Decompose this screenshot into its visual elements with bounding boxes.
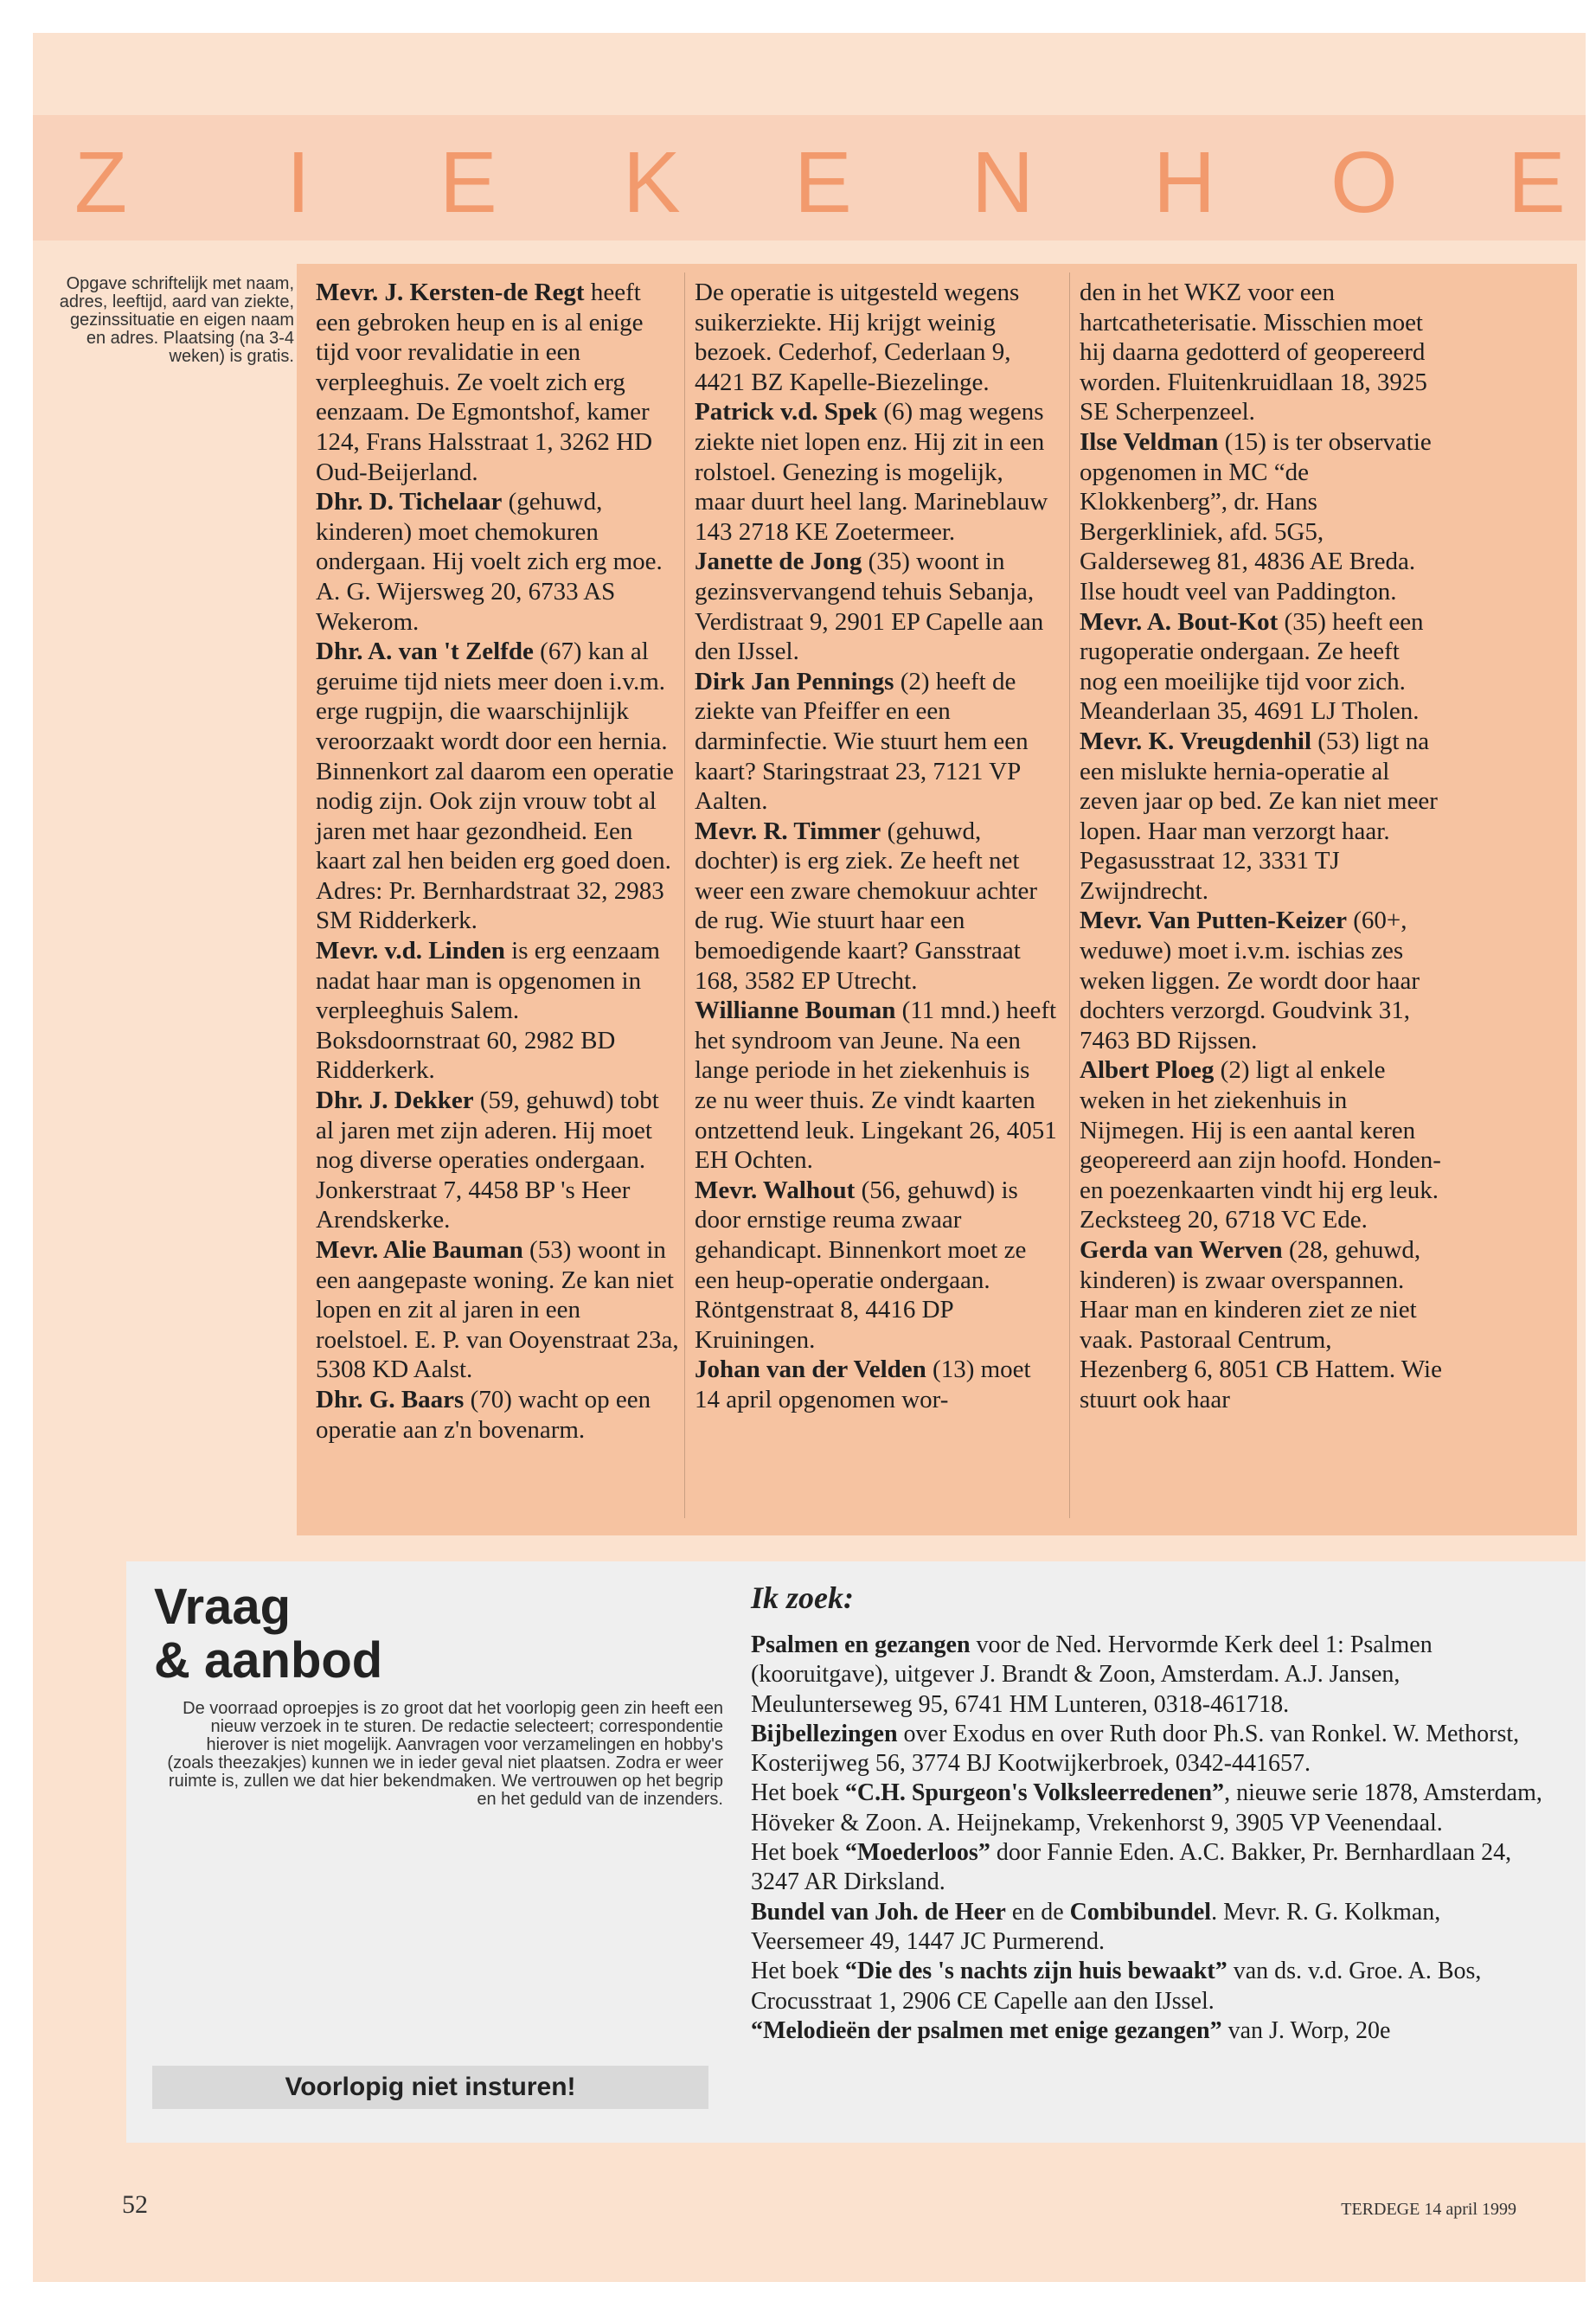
notice-name: Dirk Jan Pennings — [695, 667, 894, 695]
request-entry — [751, 2016, 1555, 2046]
notice-text: (6) mag wegens ziekte niet lopen enz. Hij zit in een rolstoel. Genezing is mogelijk, maar duurt heel lang. Marineblauw 143 2718 KE Zoetermeer. — [695, 398, 1048, 546]
notice-name: Mevr. J. Kersten-de Regt — [316, 279, 585, 306]
request-entry — [751, 1957, 1555, 2016]
notice-entry — [316, 487, 679, 637]
request-title: Bundel van Joh. de Heer — [751, 1898, 1006, 1926]
notice-text: (67) kan al geruime tijd niets meer doen i.v.m. erge rugpijn, die waarschijnlijk veroorzaakt wordt door een hernia. Binnenkort zal daarom een operatie nodig zijn. Ook zijn vrouw tobt al jaren met haar gezondheid. Een kaart zal hen beiden erg goed doen. Adres: Pr. Bernhardstraat 32, 2983 SM Ridderkerk. — [316, 638, 674, 935]
notice-text: (2) ligt al enkele weken in het ziekenhuis in Nijmegen. Hij is een aantal keren geopereerd aan zijn hoofd. Honden- en poezenkaarten vindt hij erg leuk. Zecksteeg 20, 6718 VC Ede. — [1080, 1056, 1441, 1234]
column-divider — [1069, 272, 1070, 1518]
notice-text: is erg eenzaam nadat haar man is opgenomen in verpleeghuis Salem. Boksdoornstraat 60, 2982 BD Ridderkerk. — [316, 937, 660, 1085]
notice-entry — [1080, 607, 1443, 727]
request-text: en de — [1005, 1898, 1070, 1926]
notice-text: (28, gehuwd, kinderen) is zwaar overspannen. Haar man en kinderen ziet ze niet vaak. Pastoraal Centrum, Hezenberg 6, 8051 CB Hattem. Wie stuurt ook haar — [1080, 1236, 1442, 1413]
ik-zoek-heading: Ik zoek: — [751, 1580, 854, 1615]
request-title: “C.H. Spurgeon's Volksleerredenen” — [844, 1779, 1225, 1807]
request-text: voor de Ned. Hervormde Kerk deel 1: Psalmen (kooruitgave), uitgever J. Brandt & Zoon, Amsterdam. A.J. Jansen, Meulunterseweg 95, 6741 HM Lunteren, 0318-461718. — [751, 1631, 1433, 1718]
column-divider — [684, 272, 685, 1518]
notice-entry — [316, 1385, 679, 1445]
notice-entry — [1080, 427, 1443, 607]
header-letter: H — [1153, 134, 1216, 231]
notice-name: Mevr. v.d. Linden — [316, 937, 505, 965]
sick-notices-panel — [297, 264, 1577, 1535]
header-letter: N — [971, 134, 1035, 231]
notice-entry — [1080, 1235, 1443, 1415]
notice-entry — [695, 1176, 1058, 1356]
header-letter: E — [1508, 134, 1566, 231]
notice-name: Patrick v.d. Spek — [695, 398, 878, 426]
request-title: “Die des 's nachts zijn huis bewaakt” — [844, 1958, 1227, 1985]
request-title: Bijbellezingen — [751, 1720, 898, 1747]
notice-name: Johan van der Velden — [695, 1356, 926, 1384]
notice-text: (53) ligt na een mislukte hernia-operatie al zeven jaar op bed. Ze kan niet meer lopen. Haar man verzorgt haar. Pegasusstraat 12, 3331 TJ Zwijndrecht. — [1080, 727, 1438, 905]
notice-text: (35) woont in gezinsvervangend tehuis Sebanja, Verdistraat 9, 2901 EP Capelle aan den IJssel. — [695, 548, 1044, 666]
notice-text: (56, gehuwd) is door ernstige reuma zwaar gehandicapt. Binnenkort moet ze een heup-operatie ondergaan. Röntgenstraat 8, 4416 DP Kruiningen. — [695, 1176, 1027, 1354]
notice-name: Dhr. J. Dekker — [316, 1086, 474, 1115]
section-header-band — [33, 115, 1586, 240]
notice-text: (53) woont in een aangepaste woning. Ze kan niet lopen en zit al jaren in een roelstoel. E. P. van Ooyenstraat 23a, 5308 KD Aalst. — [316, 1236, 679, 1384]
vraag-aanbod-box — [126, 1561, 1586, 2143]
notice-entry — [1080, 278, 1443, 427]
notice-name: Mevr. Alie Bauman — [316, 1236, 523, 1264]
header-letter: E — [439, 134, 497, 231]
notice-text: den in het WKZ voor een hartcatheterisatie. Misschien moet hij daarna gedotterd of geopereerd worden. Fluitenkruidlaan 18, 3925 SE Scherpenzeel. — [1080, 279, 1427, 426]
notice-text: (gehuwd, kinderen) moet chemokuren ondergaan. Hij voelt zich erg moe. A. G. Wijersweg 20, 6733 AS Wekerom. — [316, 488, 663, 636]
notice-name: Mevr. Van Putten-Keizer — [1080, 907, 1348, 935]
request-title: Psalmen en gezangen — [751, 1631, 971, 1658]
notice-entry — [1080, 906, 1443, 1055]
notice-name: Mevr. K. Vreugdenhil — [1080, 727, 1311, 755]
ik-zoek-list — [751, 1631, 1555, 2046]
request-entry — [751, 1838, 1555, 1898]
header-letter: K — [623, 134, 681, 231]
vraag-aanbod-title — [154, 1580, 382, 1688]
notice-name: Mevr. Walhout — [695, 1176, 856, 1204]
notice-text: De operatie is uitgesteld wegens suikerziekte. Hij krijgt weinig bezoek. Cederhof, Cederlaan 9, 4421 BZ Kapelle-Biezelinge. — [695, 279, 1020, 396]
notice-entry — [695, 397, 1058, 547]
notice-entry — [316, 1235, 679, 1385]
request-title: “Melodieën der psalmen met enige gezangen” — [751, 2016, 1222, 2044]
notice-entry — [695, 667, 1058, 817]
request-text: van ds. v.d. Groe. A. Bos, Crocusstraat 1, 2906 CE Capelle aan den IJssel. — [751, 1958, 1482, 2015]
notice-text: (11 mnd.) heeft het syndroom van Jeune. Na een lange periode in het ziekenhuis is ze nu weer thuis. Ze vindt kaarten ontzettend leuk. Lingekant 26, 4051 EH Ochten. — [695, 997, 1057, 1175]
request-text: , nieuwe serie 1878, Amsterdam, Höveker & Zoon. A. Heijnekamp, Vrekenhorst 9, 3905 VP Veenendaal. — [751, 1779, 1542, 1836]
request-entry — [751, 1779, 1555, 1838]
notice-entry — [316, 637, 679, 936]
request-prefix: Het boek — [751, 1779, 845, 1807]
notice-text: (70) wacht op een operatie aan z'n bovenarm. — [316, 1385, 651, 1444]
notice-text: (2) heeft de ziekte van Pfeiffer en een darminfectie. Wie stuurt hem een kaart? Staringstraat 23, 7121 VP Aalten. — [695, 667, 1029, 816]
notice-name: Dhr. A. van 't Zelfde — [316, 638, 534, 666]
request-prefix: Het boek — [751, 1839, 845, 1867]
header-letter: O — [1330, 134, 1398, 231]
request-title: “Moederloos” — [844, 1839, 990, 1867]
request-entry — [751, 1898, 1555, 1958]
magazine-page — [33, 33, 1586, 2282]
notices-column-1 — [316, 278, 679, 1445]
notice-entry — [695, 996, 1058, 1176]
request-entry — [751, 1631, 1555, 1720]
title-line: & aanbod — [154, 1632, 383, 1689]
request-text: van J. Worp, 20e — [1221, 2016, 1391, 2044]
request-text: over Exodus en over Ruth door Ph.S. van Ronkel. W. Methorst, Kosterijweg 56, 3774 BJ Kootwijkerbroek, 0342-441657. — [751, 1720, 1520, 1778]
header-letter: E — [794, 134, 852, 231]
request-prefix: Het boek — [751, 1958, 845, 1985]
notice-text: (60+, weduwe) moet i.v.m. ischias zes weken liggen. Ze wordt door haar dochters verzorgd. Goudvink 31, 7463 BD Rijssen. — [1080, 907, 1420, 1054]
magazine-footer: TERDEGE 14 april 1999 — [1341, 2200, 1516, 2219]
notice-name: Janette de Jong — [695, 548, 862, 576]
notice-text: (15) is ter observatie opgenomen in MC “de Klokkenberg”, dr. Hans Bergerkliniek, afd. 5G5, Galderseweg 81, 4836 AE Breda. Ilse houdt veel van Paddington. — [1080, 427, 1432, 606]
section-header-title — [33, 115, 1586, 240]
notice-bar: Voorlopig niet insturen! — [152, 2066, 708, 2109]
notice-text: (35) heeft een rugoperatie ondergaan. Ze heeft nog een moeilijke tijd voor zich. Meanderlaan 35, 4691 LJ Tholen. — [1080, 607, 1424, 726]
notice-name: Ilse Veldman — [1080, 427, 1219, 456]
notice-name: Dhr. G. Baars — [316, 1385, 465, 1413]
request-text: door Fannie Eden. A.C. Bakker, Pr. Bernhardlaan 24, 3247 AR Dirksland. — [751, 1839, 1512, 1896]
notice-entry — [1080, 1055, 1443, 1235]
notices-column-2 — [695, 278, 1058, 1415]
notice-text: (13) moet 14 april opgenomen wor- — [695, 1356, 1031, 1413]
notice-entry — [695, 1355, 1058, 1414]
request-text: . Mevr. R. G. Kolkman, Veersemeer 49, 1447 JC Purmerend. — [751, 1898, 1441, 1955]
notice-text: (59, gehuwd) tobt al jaren met zijn aderen. Hij moet nog diverse operaties ondergaan. Jonkerstraat 7, 4458 BP 's Heer Arendskerke. — [316, 1086, 659, 1234]
notice-name: Gerda van Werven — [1080, 1236, 1283, 1264]
notice-entry — [695, 278, 1058, 397]
title-line: Vraag — [154, 1579, 291, 1635]
submission-instructions: Opgave schriftelijk met naam, adres, leeftijd, aard van ziekte, gezinssituatie en eigen naam en adres. Plaatsing (na 3-4 weken) is gratis. — [59, 274, 294, 366]
request-entry — [751, 1720, 1555, 1779]
notice-name: Mevr. R. Timmer — [695, 817, 881, 845]
notice-text: heeft een gebroken heup en is al enige tijd voor revalidatie in een verpleeghuis. Ze voelt zich erg eenzaam. De Egmontshof, kamer 124, Frans Halsstraat 1, 3262 HD Oud-Beijerland. — [316, 279, 653, 486]
notice-entry — [316, 1086, 679, 1235]
notice-name: Mevr. A. Bout-Kot — [1080, 607, 1279, 636]
notice-name: Dhr. D. Tichelaar — [316, 488, 503, 516]
notice-entry — [1080, 727, 1443, 907]
request-title: Combibundel — [1069, 1898, 1212, 1926]
notice-entry — [695, 547, 1058, 666]
notices-column-3 — [1080, 278, 1443, 1415]
page-number: 52 — [122, 2190, 148, 2219]
notice-entry — [316, 936, 679, 1086]
notice-entry — [695, 817, 1058, 997]
notice-name: Albert Ploeg — [1080, 1056, 1215, 1085]
notice-name: Willianne Bouman — [695, 997, 896, 1025]
notice-text: (gehuwd, dochter) is erg ziek. Ze heeft net weer een zware chemokuur achter de rug. Wie stuurt haar een bemoedigende kaart? Gansstraat 168, 3582 EP Utrecht. — [695, 817, 1038, 995]
header-letter: I — [286, 134, 311, 231]
header-letter: Z — [74, 134, 128, 231]
vraag-aanbod-intro: De voorraad oproepjes is zo groot dat het voorlopig geen zin heeft een nieuw verzoek in te sturen. De redactie selecteert; correspondentie hierover is niet mogelijk. Aanvragen voor verzamelingen en hobby's (zoals theezakjes) kunnen we in ieder geval niet plaatsen. Zodra er weer ruimte is, zullen we dat hier bekendmaken. We vertrouwen op het begrip en het geduld van de inzenders. — [167, 1699, 723, 1809]
notice-entry — [316, 278, 679, 487]
